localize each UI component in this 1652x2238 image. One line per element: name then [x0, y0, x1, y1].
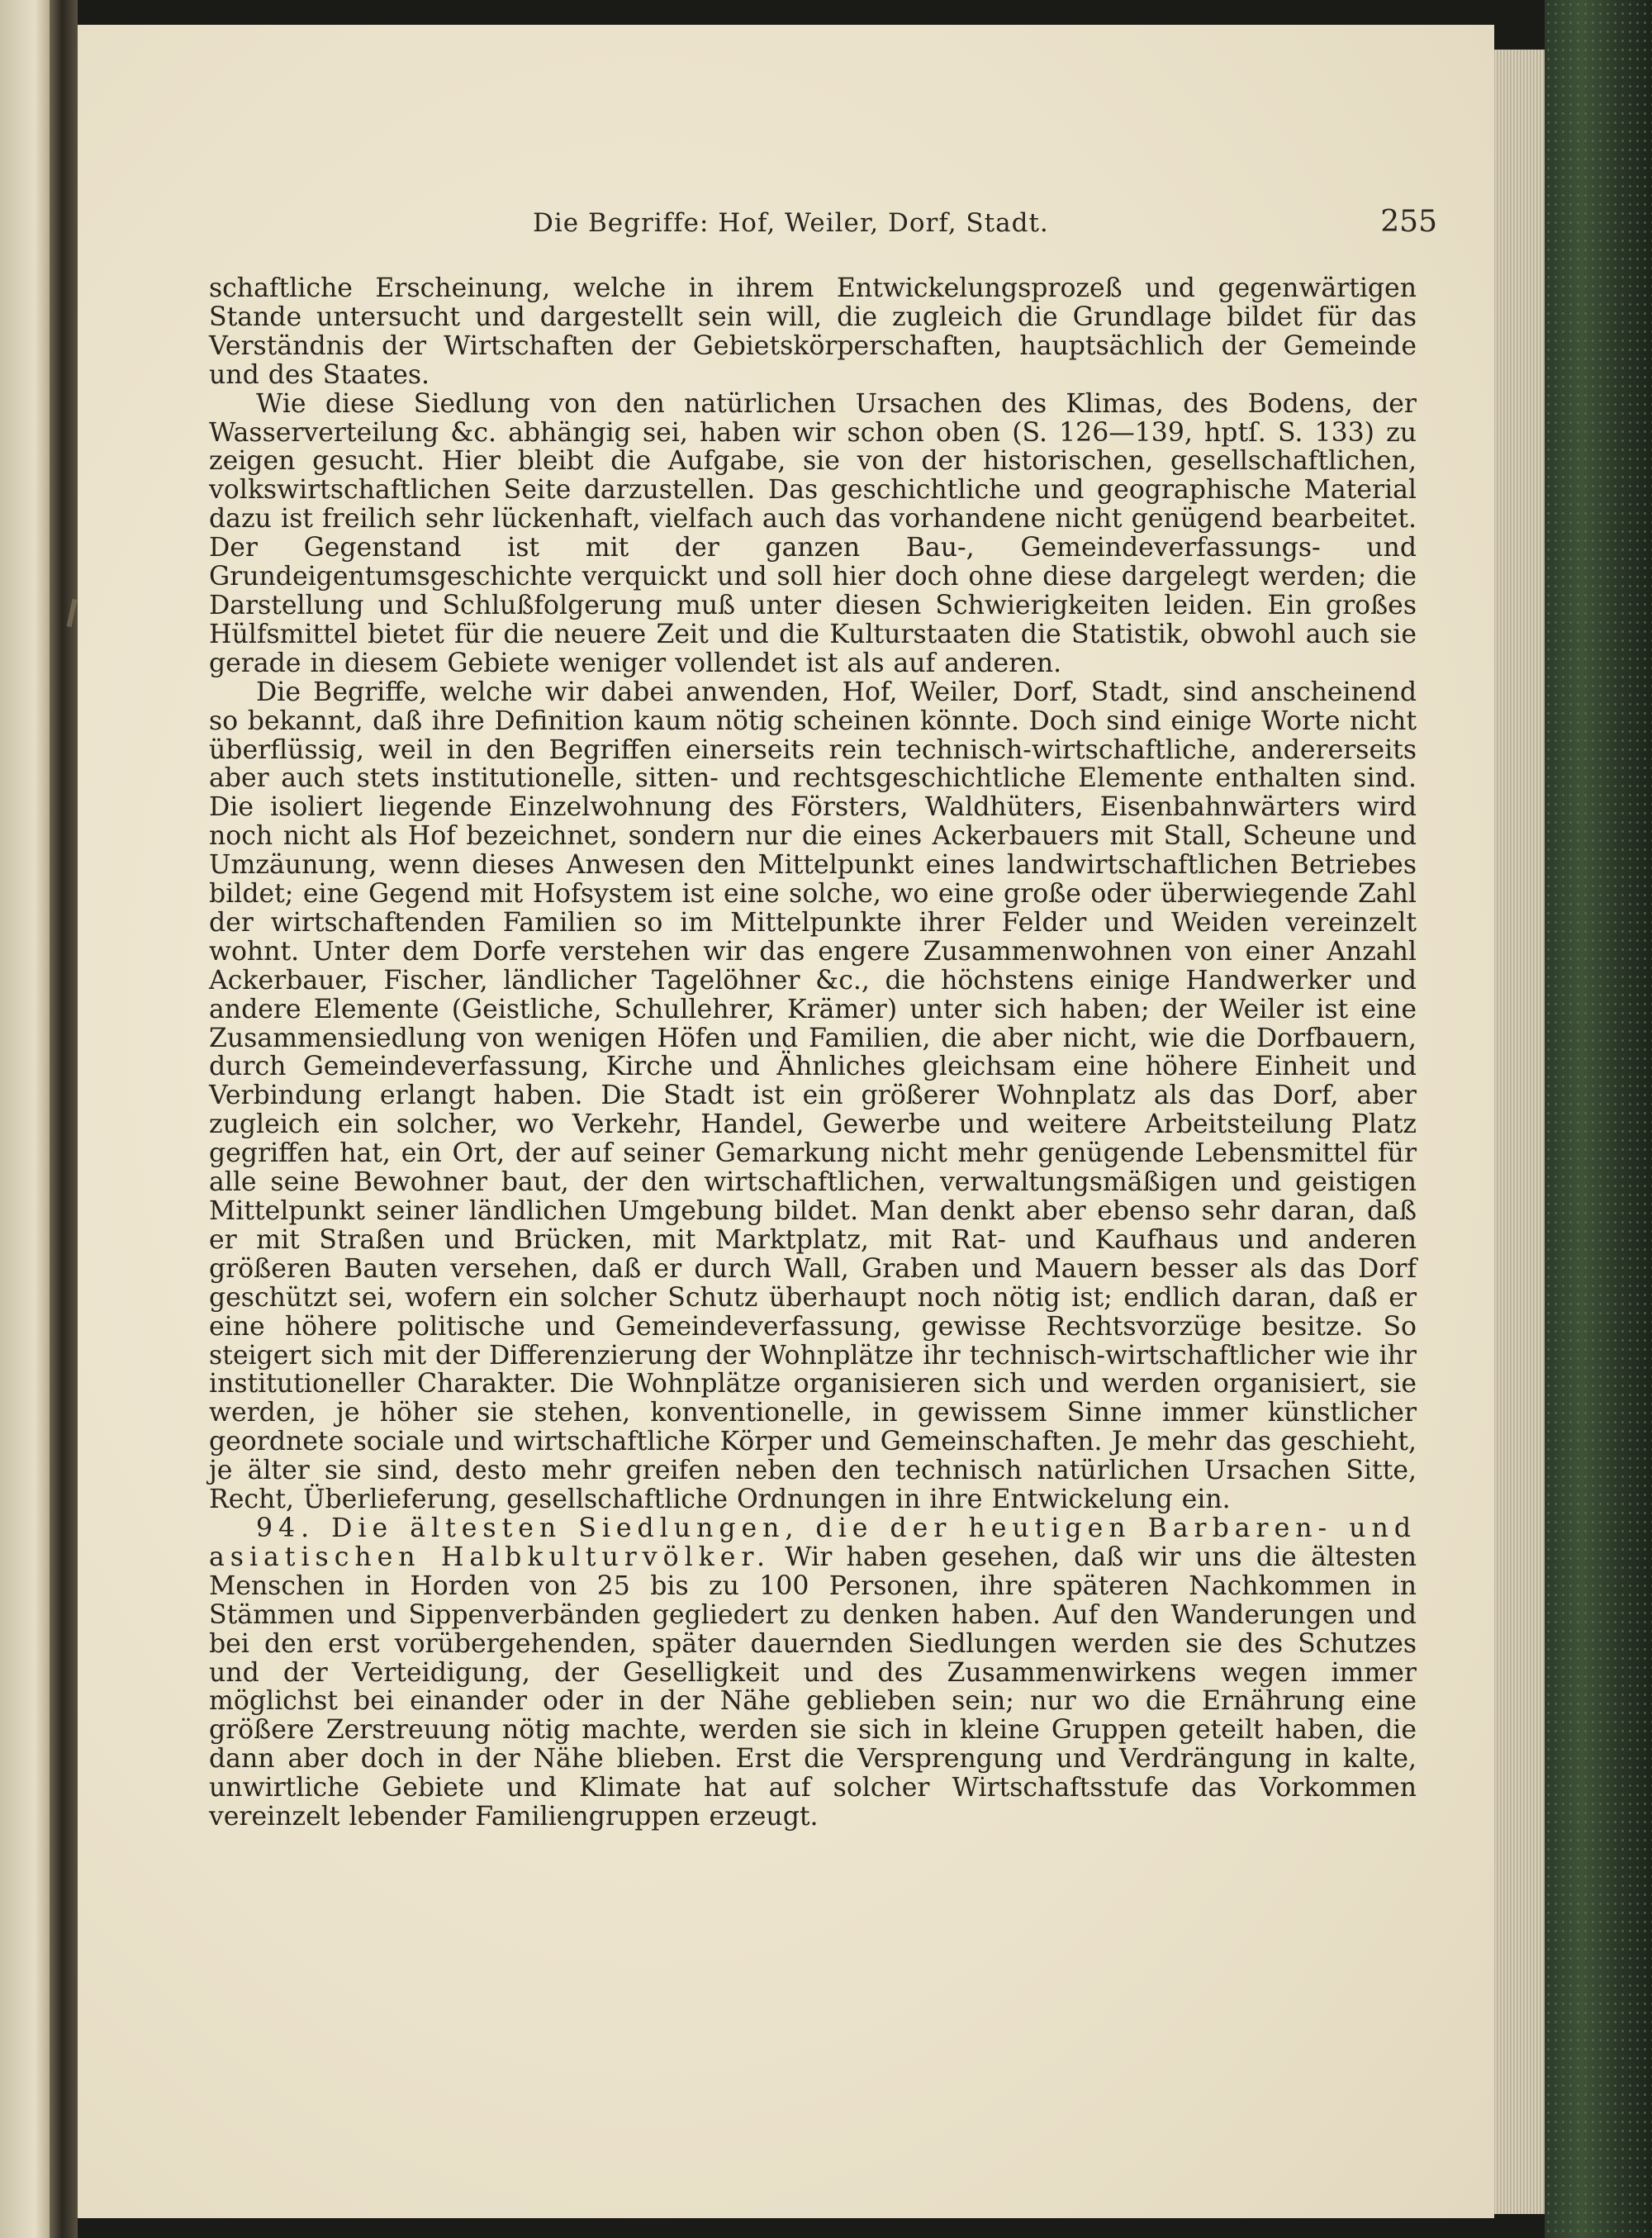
- paragraph: [209, 390, 1417, 678]
- book-gutter: [50, 0, 78, 2238]
- body-text: [209, 274, 1417, 1832]
- paragraph: [209, 274, 1417, 390]
- paragraph-text: Die Begriffe, welche wir dabei anwenden, Hof, Weiler, Dorf, Stadt, sind anscheinend so bekannt, daß ihre Definition kaum nötig scheinen könnte. Doch sind einige Worte nicht überflüssig, weil in den Begriffen einerseits rein technisch-wirtschaftliche, andererseits aber auch stets institutionelle, sitten- und rechtsgeschichtliche Elemente enthalten sind. Die isoliert liegende Einzelwohnung des Försters, Waldhüters, Eisenbahnwärters wird noch nicht als Hof bezeichnet, sondern nur die eines Ackerbauers mit Stall, Scheune und Umzäunung, wenn dieses Anwesen den Mittelpunkt eines landwirtschaftlichen Betriebes bildet; eine Gegend mit Hofsystem ist eine solche, wo eine große oder überwiegende Zahl der wirtschaftenden Familien so im Mittelpunkte ihrer Felder und Weiden vereinzelt wohnt. Unter dem Dorfe verstehen wir das engere Zusammenwohnen von einer Anzahl Ackerbauer, Fischer, ländlicher Tagelöhner &c., die höchstens einige Handwerker und andere Elemente (Geistliche, Schullehrer, Krämer) unter sich haben; der Weiler ist eine Zusammensiedlung von wenigen Höfen und Familien, die aber nicht, wie die Dorfbauern, durch Gemeindeverfassung, Kirche und Ähnliches gleichsam eine höhere Einheit und Verbindung erlangt haben. Die Stadt ist ein größerer Wohnplatz als das Dorf, aber zugleich ein solcher, wo Verkehr, Handel, Gewerbe und weitere Arbeitsteilung Platz gegriffen hat, ein Ort, der auf seiner Gemarkung nicht mehr genügende Lebensmittel für alle seine Bewohner baut, der den wirtschaftlichen, verwaltungsmäßigen und geistigen Mittelpunkt seiner ländlichen Umgebung bildet. Man denkt aber ebenso sehr daran, daß er mit Straßen und Brücken, mit Marktplatz, mit Rat- und Kaufhaus und anderen größeren Bauten versehen, daß er durch Wall, Graben und Mauern besser als das Dorf geschützt sei, wofern ein solcher Schutz überhaupt noch nötig ist; endlich daran, daß er eine höhere politische und Gemeindeverfassung, gewisse Rechtsvorzüge besitze. So steigert sich mit der Differenzierung der Wohnplätze ihr technisch-wirtschaftlicher wie ihr institutioneller Charakter. Die Wohnplätze organisieren sich und werden organisiert, sie werden, je höher sie stehen, konventionelle, in gewissem Sinne immer künstlicher geordnete sociale und wirtschaftliche Körper und Gemeinschaften. Je mehr das geschieht, je älter sie sind, desto mehr greifen neben den technisch natürlichen Ursachen Sitte, Recht, Überlieferung, gesellschaftliche Ordnungen in ihre Entwickelung ein.: [209, 677, 1417, 1515]
- page-header: [165, 205, 1437, 249]
- cover-texture: [1545, 0, 1652, 2238]
- paragraph-text: schaftliche Erscheinung, welche in ihrem Entwickelungsprozeß und gegenwärtigen Stande untersucht und dargestellt sein will, die zugleich die Grundlage bildet für das Verständnis der Wirtschaften der Gebietskörperschaften, hauptsächlich der Gemeinde und des Staates.: [209, 273, 1417, 390]
- page-number: 255: [1380, 205, 1437, 239]
- paragraph-text: Wie diese Siedlung von den natürlichen Ursachen des Klimas, des Bodens, der Wasserverteilung &c. abhängig sei, haben wir schon oben (S. 126—139, hptſ. S. 133) zu zeigen gesucht. Hier bleibt die Aufgabe, sie von der historischen, gesellschaftlichen, volkswirtschaftlichen Seite darzustellen. Das geschichtliche und geographische Material dazu ist freilich sehr lückenhaft, vielfach auch das vorhandene nicht genügend bearbeitet. Der Gegenstand ist mit der ganzen Bau-, Gemeindeverfassungs- und Grundeigentumsgeschichte verquickt und soll hier doch ohne diese dargelegt werden; die Darstellung und Schlußfolgerung muß unter diesen Schwierigkeiten leiden. Ein großes Hülfsmittel bietet für die neuere Zeit und die Kulturstaaten die Statistik, obwohl auch sie gerade in diesem Gebiete weniger vollendet ist als auf anderen.: [209, 388, 1417, 678]
- section-heading: 94. Die ältesten Siedlungen, die der heutigen Barbaren- und asiatischen Halbkulturvölker.: [209, 1513, 1417, 1572]
- paragraph: [209, 678, 1417, 1514]
- running-head: Die Begriffe: Hof, Weiler, Dorf, Stadt.: [533, 208, 1049, 238]
- paragraph: [209, 1514, 1417, 1832]
- facing-page-edge: [0, 0, 50, 2238]
- paragraph-text: Wir haben gesehen, daß wir uns die ältesten Menschen in Horden von 25 bis zu 100 Personen, ihre späteren Nachkommen in Stämmen und Sippenverbänden gegliedert zu denken haben. Auf den Wanderungen und bei den erst vorübergehenden, später dauernden Siedlungen werden sie des Schutzes und der Verteidigung, der Geselligkeit und des Zusammenwirkens wegen immer möglichst bei einander oder in der Nähe geblieben sein; nur wo die Ernährung eine größere Zerstreuung nötig machte, werden sie sich in kleine Gruppen geteilt haben, die dann aber doch in der Nähe blieben. Erst die Versprengung und Verdrängung in kalte, unwirtliche Gebiete und Klimate hat auf solcher Wirtschaftsstufe das Vorkommen vereinzelt lebender Familiengruppen erzeugt.: [209, 1542, 1417, 1832]
